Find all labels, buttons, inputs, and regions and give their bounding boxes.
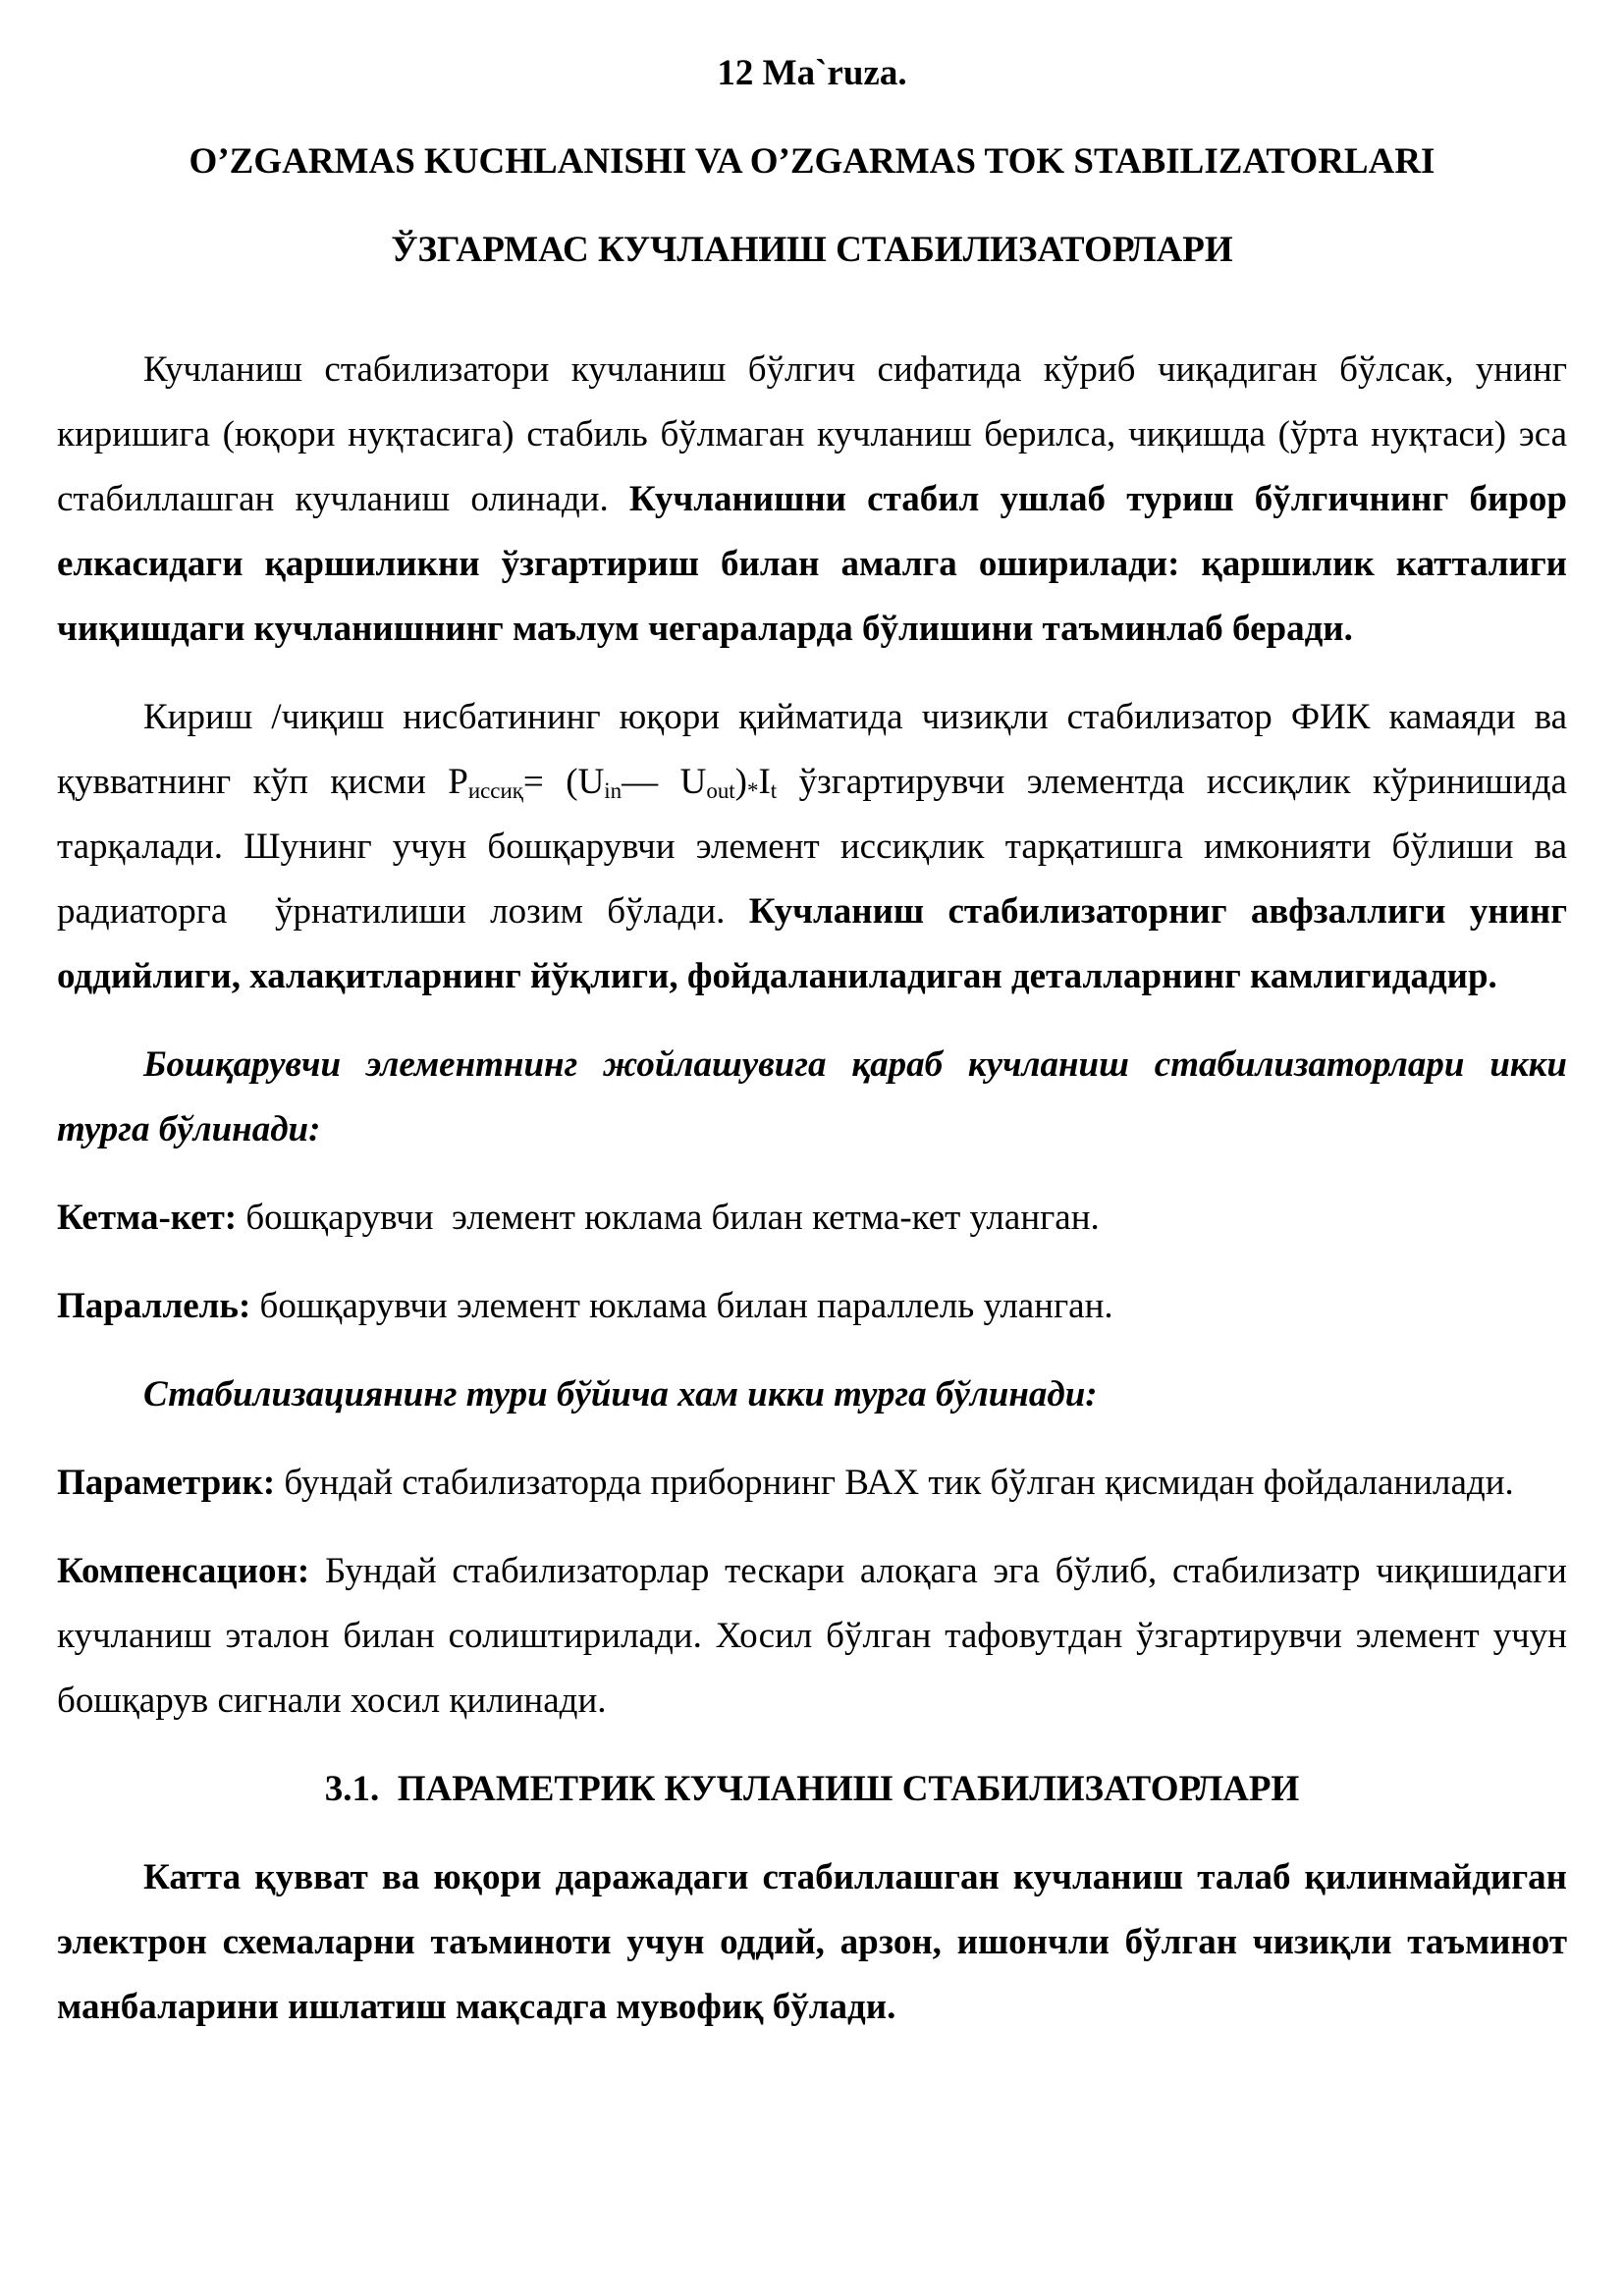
formula-dash-u: — U: [622, 762, 707, 802]
title-latin: O’ZGARMAS KUCHLANISHI VA O’ZGARMAS TOK STABILIZATORLARI: [189, 141, 1435, 182]
intro-bold-text: Кучланишни стабил ушлаб туриш бўлгичнинг бирор елкасидаги қаршиликни ўзгартириш билан амалга оширилади: қаршилик катталиги чиқишдаги кучланишнинг маълум чегараларда бўлишини таъминлаб беради.: [57, 479, 1577, 649]
efficiency-text-end: ўзгартирувчи элементда иссиқлик кўринишида тарқалади. Шунинг учун бошқарувчи элемент иссиқлик тарқатишга имконияти бўлиши ва радиаторга ўрнатилиши лозим бўлади.: [57, 762, 1577, 932]
parallel-text: бошқарувчи элемент юклама билан параллель уланган.: [250, 1286, 1113, 1326]
parallel-term: Параллель:: [57, 1286, 251, 1326]
formula-equals-open: = (U: [522, 762, 605, 802]
intro-text: Кучланиш стабилизатори кучланиш бўлгич сифатида кўриб чиқадиган бўлсак, унинг киришига (юқори нуқтасига) стабиль бўлмаган кучланиш берилса, чиқишда (ўрта нуқтаси) эса стабиллашган кучланиш олинади.: [57, 349, 1577, 519]
parallel-definition: [57, 1274, 1567, 1339]
compensation-term: Компенсацион:: [57, 1551, 310, 1591]
efficiency-bold-text: Кучланиш стабилизаторниг авфзаллиги унинг оддийлиги, халақитларнинг йўқлиги, фойдаланиладиган деталларнинг камлигидадир.: [57, 891, 1577, 996]
lecture-number-heading: 12 Ma`ruza.: [717, 53, 907, 93]
efficiency-paragraph: [57, 685, 1577, 1009]
classification-by-position: Бошқарувчи элементнинг жойлашувига қараб кучланиш стабилизаторлари икки турга бўлинади:: [57, 1044, 1577, 1149]
formula-subscript-in: in: [604, 777, 623, 803]
formula-subscript-out: out: [706, 777, 735, 803]
formula-close-paren: ): [734, 762, 747, 802]
parametric-term: Параметрик:: [57, 1463, 276, 1503]
series-definition: [57, 1186, 1567, 1251]
section-heading: 3.1. ПАРАМЕТРИК КУЧЛАНИШ СТАБИЛИЗАТОРЛАРИ: [324, 1769, 1300, 1809]
series-term: Кетма-кет:: [57, 1198, 238, 1238]
efficiency-text-start: Кириш /чиқиш нисбатининг юқори қийматида чизиқли стабилизатор ФИК камаяди ва қувватнинг кўп қисми P: [57, 697, 1577, 802]
intro-paragraph: [57, 338, 1577, 662]
formula-subscript-t: t: [770, 777, 778, 803]
compensation-definition: [57, 1539, 1577, 1734]
formula-current-symbol: I: [758, 762, 771, 802]
compensation-text: Бундай стабилизаторлар тескари алоқага эга бўлиб, стабилизатр чиқишидаги кучланиш эталон билан солиштирилади. Хосил бўлган тафовутдан ўзгартирувчи элемент учун бошқарув сигнали хосил қилинади.: [57, 1551, 1577, 1721]
series-text: бошқарувчи элемент юклама билан кетма-кет уланган.: [237, 1198, 1100, 1238]
parametric-text: бундай стабилизаторда приборнинг ВАХ тик бўлган қисмидан фойдаланилади.: [275, 1463, 1514, 1503]
formula-star: *: [746, 777, 759, 803]
closing-paragraph: Катта қувват ва юқори даражадаги стабиллашган кучланиш талаб қилинмайдиган электрон схемаларни таъминоти учун оддий, арзон, ишончли бўлган чизиқли таъминот манбаларини ишлатиш мақсадга мувофиқ бўлади.: [57, 1857, 1577, 2027]
formula-subscript-hot: иссиқ: [467, 777, 523, 803]
title-cyrillic: ЎЗГАРМАС КУЧЛАНИШ СТАБИЛИЗАТОРЛАРИ: [391, 230, 1233, 270]
classification-by-type: Стабилизациянинг тури бўйича хам икки турга бўлинади:: [143, 1374, 1098, 1415]
parametric-definition: [57, 1451, 1567, 1516]
